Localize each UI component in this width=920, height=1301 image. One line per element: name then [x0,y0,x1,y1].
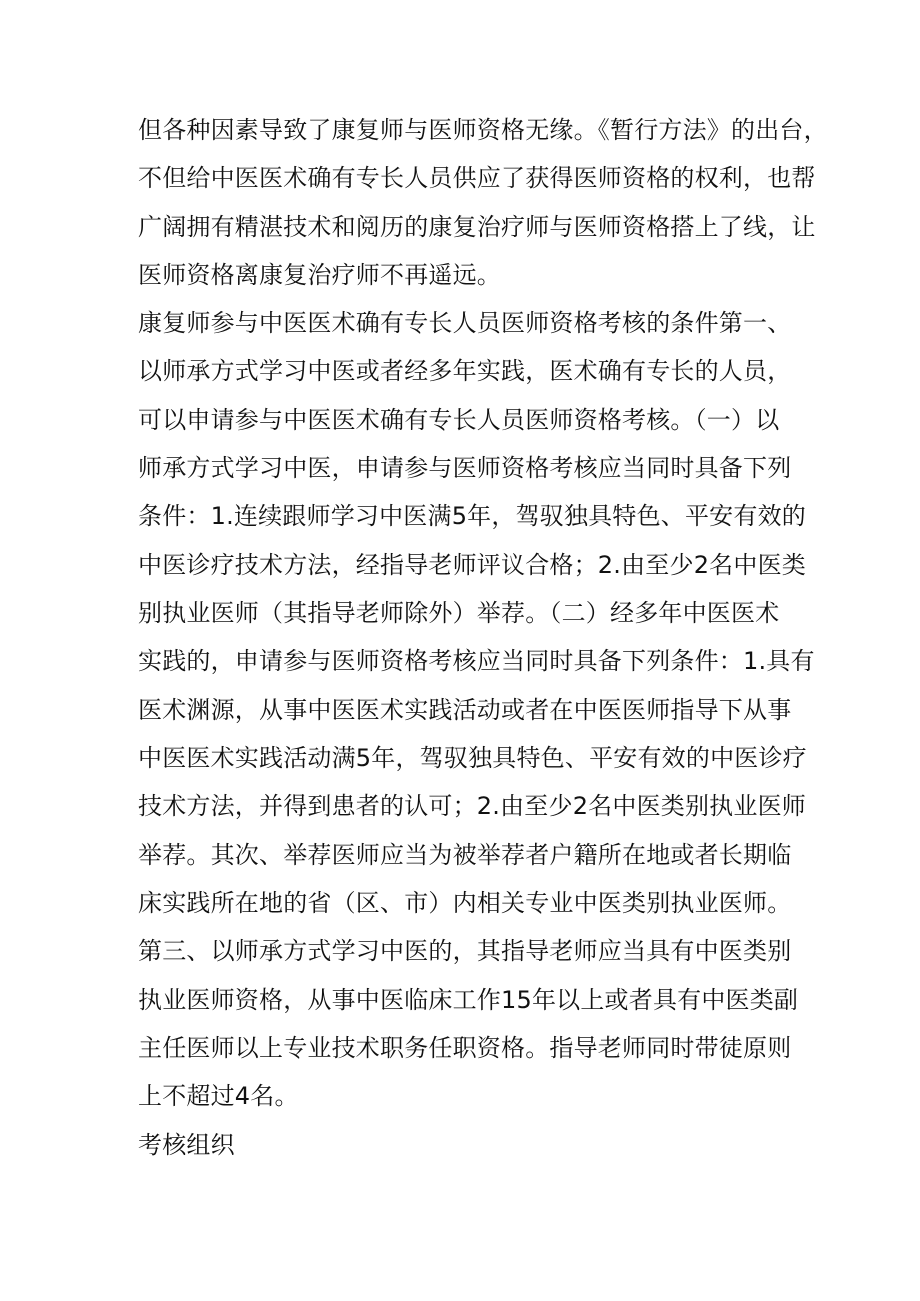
text-line-5: 康复师参与中医医术确有专长人员医师资格考核的条件第一、 [138,309,792,337]
text-line-10: 中医诊疗技术方法，经指导老师评议合格；2.由至少2名中医类 [138,551,806,579]
text-line-4: 医师资格离康复治疗师不再遥远。 [138,261,501,289]
text-line-6: 以师承方式学习中医或者经多年实践，医术确有专长的人员， [138,357,792,385]
text-line-21: 上不超过4名。 [138,1082,299,1110]
text-line-15: 技术方法，并得到患者的认可；2.由至少2名中医类别执业医师 [138,792,806,820]
section-heading: 考核组织 [138,1131,235,1159]
text-line-16: 举荐。其次、举荐医师应当为被举荐者户籍所在地或者长期临 [138,841,792,869]
text-line-3: 广阔拥有精湛技术和阅历的康复治疗师与医师资格搭上了线，让 [138,213,816,241]
text-line-2: 不但给中医医术确有专长人员供应了获得医师资格的权利，也帮 [138,164,816,192]
text-line-19: 执业医师资格，从事中医临床工作15年以上或者具有中医类副 [138,986,799,1014]
text-line-1: 但各种因素导致了康复师与医师资格无缘。《暂行方法》的出台， [138,116,828,144]
text-line-14: 中医医术实践活动满5年，驾驭独具特色、平安有效的中医诊疗 [138,744,807,772]
text-line-9: 条件：1.连续跟师学习中医满5年，驾驭独具特色、平安有效的 [138,502,806,530]
text-line-17: 床实践所在地的省（区、市）内相关专业中医类别执业医师。 [138,889,792,917]
text-line-20: 主任医师以上专业技术职务任职资格。指导老师同时带徒原则 [138,1034,792,1062]
text-line-13: 医术渊源，从事中医医术实践活动或者在中医医师指导下从事 [138,696,792,724]
text-line-12: 实践的，申请参与医师资格考核应当同时具备下列条件：1.具有 [138,647,815,675]
text-line-11: 别执业医师（其指导老师除外）举荐。（二）经多年中医医术 [138,599,780,627]
text-line-18: 第三、以师承方式学习中医的，其指导老师应当具有中医类别 [138,937,792,965]
text-line-7: 可以申请参与中医医术确有专长人员医师资格考核。（一）以 [138,406,780,434]
text-line-8: 师承方式学习中医，申请参与医师资格考核应当同时具备下列 [138,454,792,482]
